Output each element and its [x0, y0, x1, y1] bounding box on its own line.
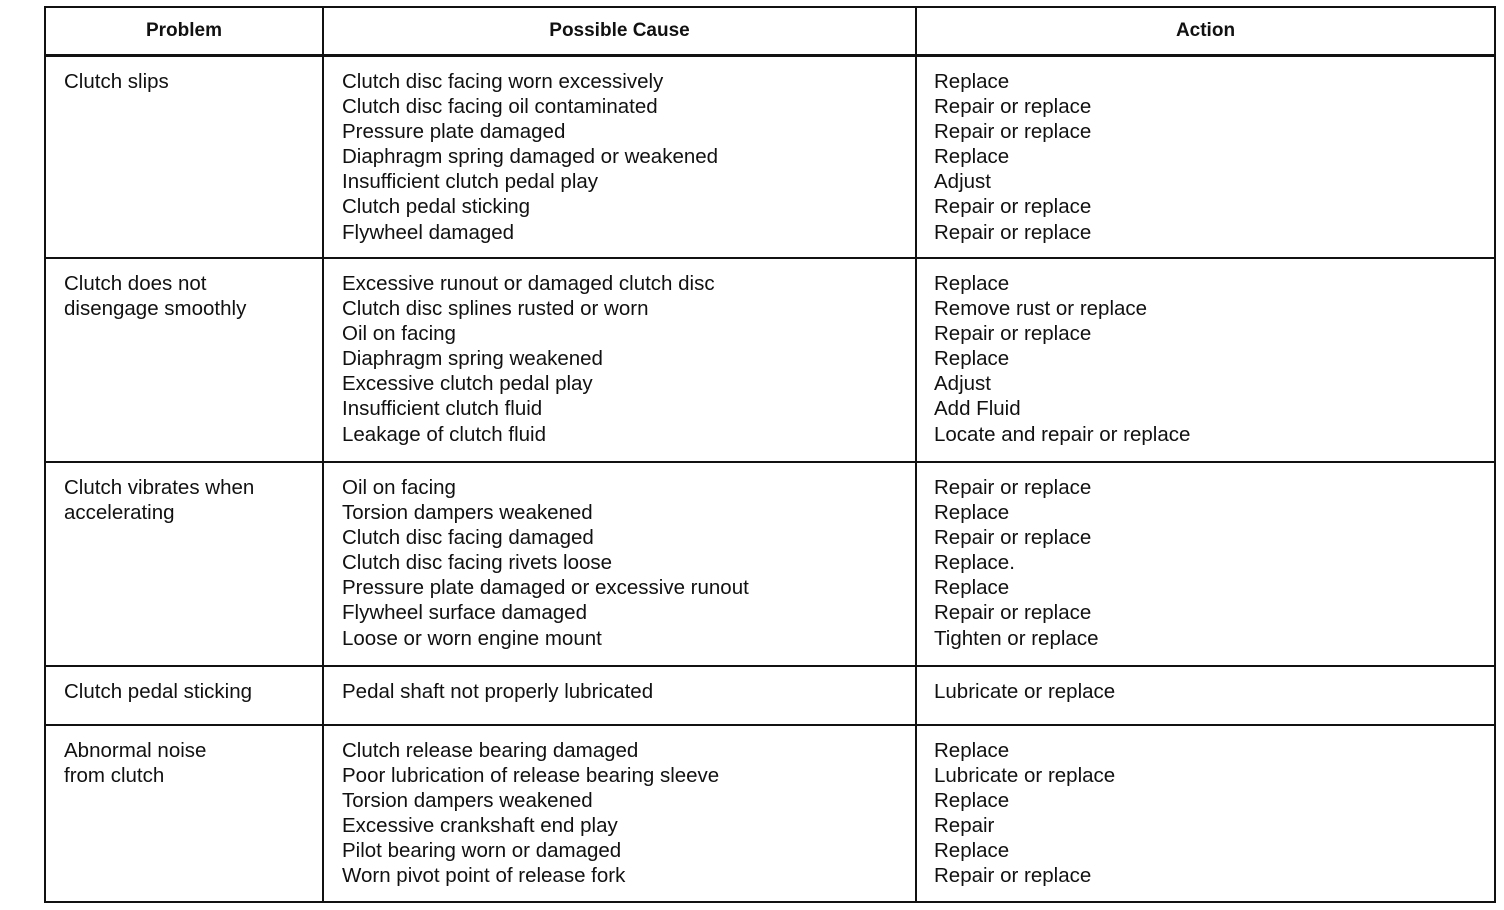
action-item: Adjust — [934, 170, 991, 194]
cause-item: Diaphragm spring damaged or weakened — [342, 145, 719, 169]
action-item: Replace — [934, 272, 1010, 295]
action-item: Lubricate or replace — [934, 764, 1116, 788]
cause-item: Flywheel damaged — [342, 220, 515, 244]
table-row — [45, 56, 1495, 259]
problem-cell — [45, 725, 323, 902]
action-cell — [916, 56, 1495, 259]
problem-cell — [45, 462, 323, 666]
cause-item: Clutch pedal sticking — [342, 195, 531, 219]
cause-item: Loose or worn engine mount — [342, 626, 602, 650]
action-item: Repair or replace — [934, 526, 1092, 550]
action-cell — [916, 462, 1495, 666]
problem-text: Clutch does not — [64, 272, 207, 295]
action-item: Add Fluid — [934, 397, 1021, 421]
cause-cell — [323, 258, 916, 462]
action-item: Tighten or replace — [934, 626, 1099, 650]
header-problem: Problem — [45, 7, 323, 56]
header-action: Action — [916, 7, 1495, 56]
table-row — [45, 462, 1495, 666]
cause-item: Insufficient clutch pedal play — [342, 170, 599, 194]
cause-item: Clutch disc facing oil contaminated — [342, 95, 658, 119]
table-row — [45, 666, 1495, 725]
cause-item: Pedal shaft not properly lubricated — [342, 680, 654, 703]
action-item: Replace — [934, 70, 1010, 93]
action-item: Lubricate or replace — [934, 680, 1116, 703]
action-item: Replace. — [934, 551, 1015, 575]
action-item: Replace — [934, 347, 1010, 371]
action-item: Repair or replace — [934, 476, 1092, 499]
action-item: Replace — [934, 789, 1010, 813]
cause-item: Excessive crankshaft end play — [342, 814, 618, 838]
action-cell — [916, 666, 1495, 725]
cause-item: Excessive clutch pedal play — [342, 372, 593, 396]
clutch-troubleshooting-table — [44, 6, 1496, 903]
cause-item: Clutch disc facing worn excessively — [342, 70, 664, 93]
problem-cell — [45, 666, 323, 725]
cause-item: Worn pivot point of release fork — [342, 864, 626, 888]
problem-text: from clutch — [64, 764, 165, 788]
action-item: Replace — [934, 739, 1010, 762]
action-item: Repair or replace — [934, 322, 1092, 346]
action-item: Repair or replace — [934, 95, 1092, 119]
cause-item: Leakage of clutch fluid — [342, 422, 546, 446]
problem-text: Clutch pedal sticking — [64, 680, 253, 703]
cause-cell — [323, 462, 916, 666]
cause-item: Pressure plate damaged or excessive runout — [342, 576, 749, 600]
cause-item: Pressure plate damaged — [342, 120, 566, 144]
problem-text: accelerating — [64, 501, 175, 525]
table-row — [45, 725, 1495, 902]
cause-cell — [323, 725, 916, 902]
cause-item: Flywheel surface damaged — [342, 601, 587, 625]
header-possible-cause: Possible Cause — [323, 7, 916, 56]
problem-cell — [45, 56, 323, 259]
cause-item: Clutch disc splines rusted or worn — [342, 297, 649, 321]
cause-item: Oil on facing — [342, 322, 456, 346]
cause-item: Poor lubrication of release bearing sleeve — [342, 764, 720, 788]
action-item: Adjust — [934, 372, 991, 396]
action-item: Repair or replace — [934, 120, 1092, 144]
cause-item: Clutch disc facing damaged — [342, 526, 594, 550]
action-item: Repair or replace — [934, 220, 1092, 244]
table-row — [45, 258, 1495, 462]
problem-text: disengage smoothly — [64, 297, 247, 321]
action-item: Repair — [934, 814, 995, 838]
cause-item: Oil on facing — [342, 476, 456, 499]
action-cell — [916, 258, 1495, 462]
cause-cell — [323, 56, 916, 259]
cause-item: Pilot bearing worn or damaged — [342, 839, 622, 863]
cause-item: Diaphragm spring weakened — [342, 347, 603, 371]
action-item: Replace — [934, 501, 1010, 525]
cause-item: Torsion dampers weakened — [342, 789, 593, 813]
action-item: Repair or replace — [934, 864, 1092, 888]
cause-item: Insufficient clutch fluid — [342, 397, 543, 421]
action-item: Replace — [934, 576, 1010, 600]
cause-item: Torsion dampers weakened — [342, 501, 593, 525]
action-item: Replace — [934, 839, 1010, 863]
action-item: Locate and repair or replace — [934, 422, 1191, 446]
cause-item: Clutch disc facing rivets loose — [342, 551, 613, 575]
action-item: Repair or replace — [934, 195, 1092, 219]
action-item: Repair or replace — [934, 601, 1092, 625]
action-item: Remove rust or replace — [934, 297, 1148, 321]
problem-text: Clutch vibrates when — [64, 476, 255, 499]
problem-cell — [45, 258, 323, 462]
action-item: Replace — [934, 145, 1010, 169]
cause-item: Clutch release bearing damaged — [342, 739, 639, 762]
troubleshooting-table-wrapper — [44, 6, 1494, 903]
action-cell — [916, 725, 1495, 902]
header-row — [45, 7, 1495, 56]
cause-cell — [323, 666, 916, 725]
problem-text: Clutch slips — [64, 70, 169, 93]
cause-item: Excessive runout or damaged clutch disc — [342, 272, 715, 295]
problem-text: Abnormal noise — [64, 739, 207, 762]
